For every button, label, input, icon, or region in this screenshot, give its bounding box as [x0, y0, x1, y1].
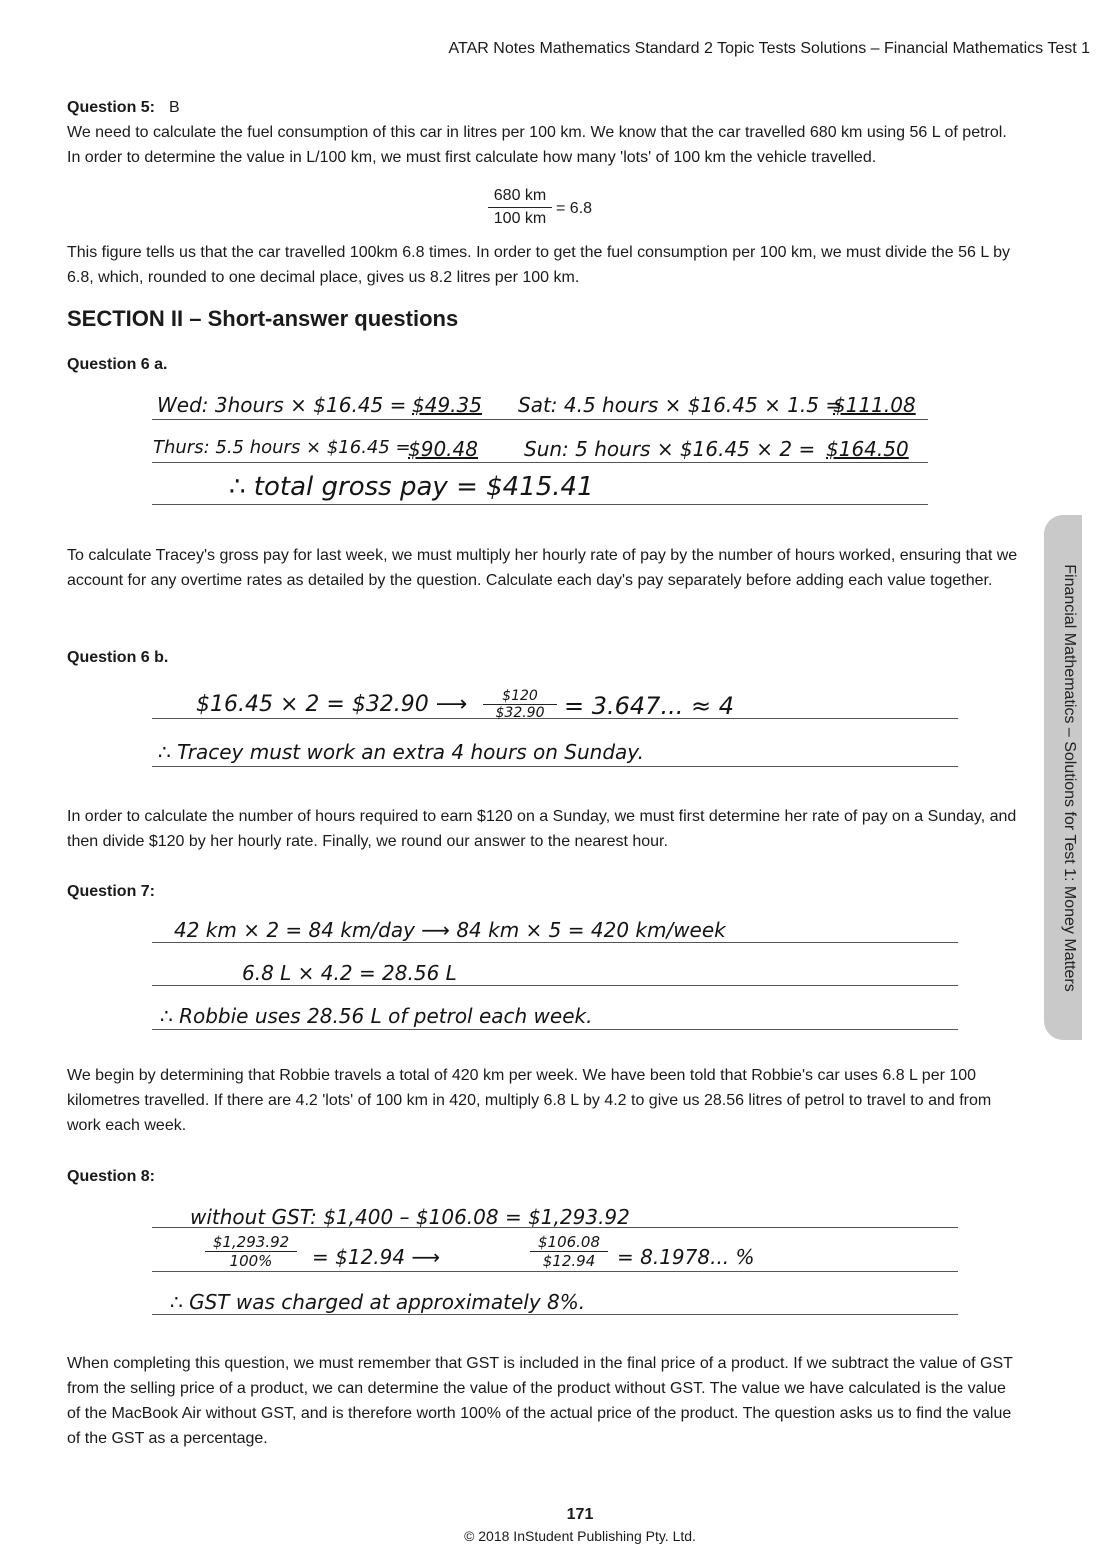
chapter-side-tab-label: Financial Mathematics – Solutions for Test 1: Money Matters	[1061, 564, 1078, 992]
hours-fraction-numerator: $120	[483, 688, 557, 705]
thurs-calculation: Thurs: 5.5 hours × $16.45 =	[153, 437, 411, 458]
sat-calculation: Sat: 4.5 hours × $16.45 × 1.5 =	[518, 393, 843, 417]
one-percent-fraction-denominator: 100%	[229, 1252, 273, 1270]
question-5-heading: Question 5:	[67, 99, 156, 116]
question-8-conclusion: ∴ GST was charged at approximately 8%.	[170, 1290, 586, 1314]
sun-result: $164.50	[826, 437, 909, 461]
sun-calculation: Sun: 5 hours × $16.45 × 2 =	[524, 437, 816, 461]
price-without-gst: without GST: $1,400 – $106.08 = $1,293.92	[190, 1205, 630, 1229]
working-rule	[152, 1314, 958, 1315]
hours-fraction-denominator: $32.90	[495, 705, 545, 721]
question-5-answer: B	[169, 99, 180, 116]
one-percent-fraction-numerator: $1,293.92	[205, 1233, 297, 1252]
page-number: 171	[566, 1506, 594, 1523]
wed-result: $49.35	[412, 393, 482, 417]
one-percent-fraction	[205, 1233, 297, 1270]
question-7-explanation: We begin by determining that Robbie travels a total of 420 km per week. We have been told that Robbie's car uses 6.8 L per 100 kilometres travelled. If there are 4.2 'lots' of 100 km in 420, multiply 6.8 L by 4.2 to give us 28.56 litres of petrol to travel to and from work each week.	[67, 1067, 992, 1134]
question-8-heading: Question 8:	[67, 1168, 156, 1185]
gst-fraction-denominator: $12.94	[542, 1252, 596, 1270]
question-6b-explanation: In order to calculate the number of hours required to earn $120 on a Sunday, we must first determine her rate of pay on a Sunday, and then divide $120 by her hourly rate. Finally, we round our answer to the nearest hour.	[67, 808, 1017, 850]
petrol-calculation: 6.8 L × 4.2 = 28.56 L	[242, 961, 457, 985]
sat-result: $111.08	[833, 393, 916, 417]
running-header: ATAR Notes Mathematics Standard 2 Topic Tests Solutions – Financial Mathematics Test 1	[448, 40, 1090, 57]
fraction-numerator: 680 km	[488, 187, 552, 208]
question-5-explanation: This figure tells us that the car travelled 100km 6.8 times. In order to get the fuel consumption per 100 km, we must divide the 56 L by 6.8, which, rounded to one decimal place, gives us 8.2 litres per 100 km.	[67, 244, 1010, 286]
working-rule	[152, 1271, 958, 1272]
hours-result: = 3.647... ≈ 4	[564, 692, 734, 720]
thurs-result: $90.48	[408, 437, 478, 461]
question-6a-explanation: To calculate Tracey's gross pay for last week, we must multiply her hourly rate of pay by the number of hours worked, ensuring that we account for any overtime rates as detailed by the question. Calculate each day's pay separately before adding each value together.	[67, 547, 1018, 589]
sunday-rate-calculation: $16.45 × 2 = $32.90 ⟶	[196, 692, 468, 717]
question-6b-conclusion: ∴ Tracey must work an extra 4 hours on Sunday.	[158, 740, 644, 764]
gst-percentage-result: = 8.1978... %	[617, 1245, 755, 1269]
one-percent-value: = $12.94 ⟶	[312, 1245, 441, 1269]
question-6a-heading: Question 6 a.	[67, 356, 168, 373]
weekly-distance-calculation: 42 km × 2 = 84 km/day ⟶ 84 km × 5 = 420 km/week	[174, 918, 726, 942]
copyright-notice: © 2018 InStudent Publishing Pty. Ltd.	[464, 1528, 696, 1544]
gst-fraction	[530, 1233, 608, 1270]
section-title: SECTION II – Short-answer questions	[67, 306, 459, 331]
fraction-denominator: 100 km	[493, 210, 547, 227]
gst-fraction-numerator: $106.08	[530, 1233, 608, 1252]
question-5-intro: We need to calculate the fuel consumption of this car in litres per 100 km. We know that the car travelled 680 km using 56 L of petrol. In order to determine the value in L/100 km, we must first calculate how many 'lots' of 100 km the vehicle travelled.	[67, 124, 1007, 166]
wed-calculation: Wed: 3hours × $16.45 =	[157, 393, 407, 417]
total-gross-pay: ∴ total gross pay = $415.41	[229, 472, 594, 502]
question-8-explanation: When completing this question, we must remember that GST is included in the final price of a product. If we subtract the value of GST from the selling price of a product, we can determine the value of the product without GST. The value we have calculated is the value of the MacBook Air without GST, and is therefore worth 100% of the actual price of the product. The question asks us to find the value of the GST as a percentage.	[67, 1355, 1013, 1447]
question-7-heading: Question 7:	[67, 883, 156, 900]
question-7-conclusion: ∴ Robbie uses 28.56 L of petrol each week.	[160, 1004, 593, 1028]
fraction-result: = 6.8	[556, 200, 593, 217]
question-6b-heading: Question 6 b.	[67, 649, 169, 666]
